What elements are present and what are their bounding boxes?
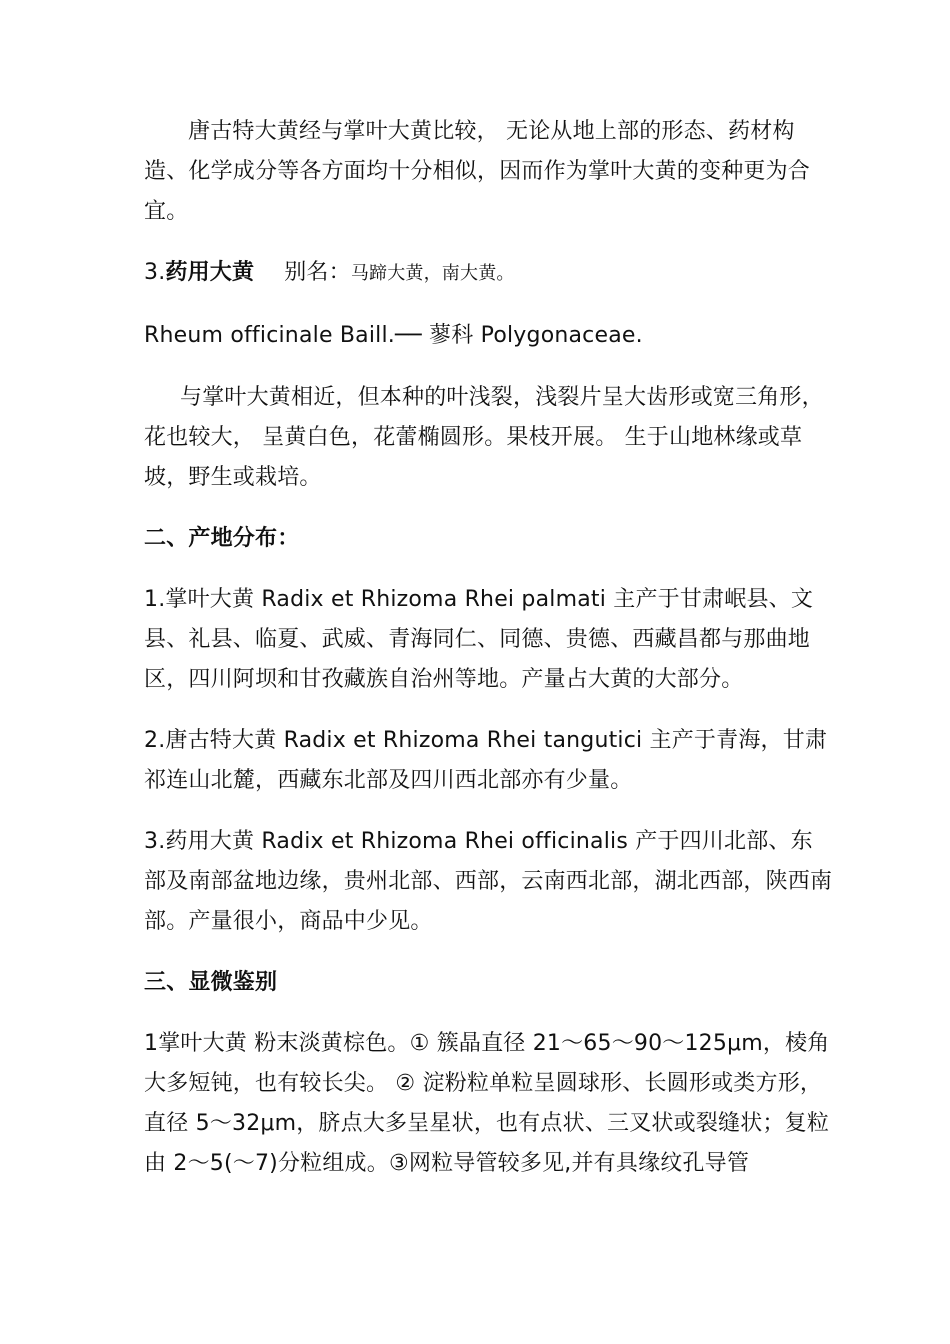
origin-item-3: 3.药用大黄 Radix et Rhizoma Rhei officinalis 产于四川北部、东部及南部盆地边缘，贵州北部、西部，云南西北部，湖北西部，陕西南部。产量很小，商品中少见。 xyxy=(144,829,833,934)
alias-value: 马蹄大黄，南大黄。 xyxy=(350,263,515,284)
origin-item-1: 1.掌叶大黄 Radix et Rhizoma Rhei palmati 主产于甘肃岷县、文县、礼县、临夏、武威、青海同仁、同德、贵德、西藏昌都与那曲地区，四川阿坝和甘孜藏族自治州等地。产量占大黄的大部分。 xyxy=(144,587,814,692)
description-paragraph: 与掌叶大黄相近，但本种的叶浅裂，浅裂片呈大齿形或宽三角形，花也较大， 呈黄白色，花蕾椭圆形。果枝开展。 生于山地林缘或草坡，野生或栽培。 xyxy=(144,385,824,490)
section-heading-origin: 二、产地分布： xyxy=(144,526,300,551)
section-heading-microscopy: 三、显微鉴别 xyxy=(144,970,278,995)
alias-label: 别名： xyxy=(284,260,351,285)
origin-item-2: 2.唐古特大黄 Radix et Rhizoma Rhei tangutici 主产于青海，甘肃祁连山北麓，西藏东北部及四川西北部亦有少量。 xyxy=(144,728,828,793)
item3-name: 药用大黄 xyxy=(165,260,255,285)
document-page xyxy=(144,112,834,1184)
item3-number: 3. xyxy=(144,260,166,285)
item3-title-line xyxy=(144,253,834,294)
latin-name-line: Rheum officinale Baill.── 蓼科 Polygonaceae. xyxy=(144,323,643,348)
intro-paragraph: 唐古特大黄经与掌叶大黄比较， 无论从地上部的形态、药材构造、化学成分等各方面均十分相似，因而作为掌叶大黄的变种更为合宜。 xyxy=(144,119,811,224)
microscopy-paragraph: 1掌叶大黄 粉末淡黄棕色。① 簇晶直径 21～65～90～125μm，棱角大多短钝，也有较长尖。 ② 淀粉粒单粒呈圆球形、长圆形或类方形，直径 5～32μm，脐点大多呈星状，也有点状、三叉状或裂缝状；复粒由 2～5(～7)分粒组成。③网粒导管较多见,并有具缘纹孔导管 xyxy=(144,1031,830,1176)
